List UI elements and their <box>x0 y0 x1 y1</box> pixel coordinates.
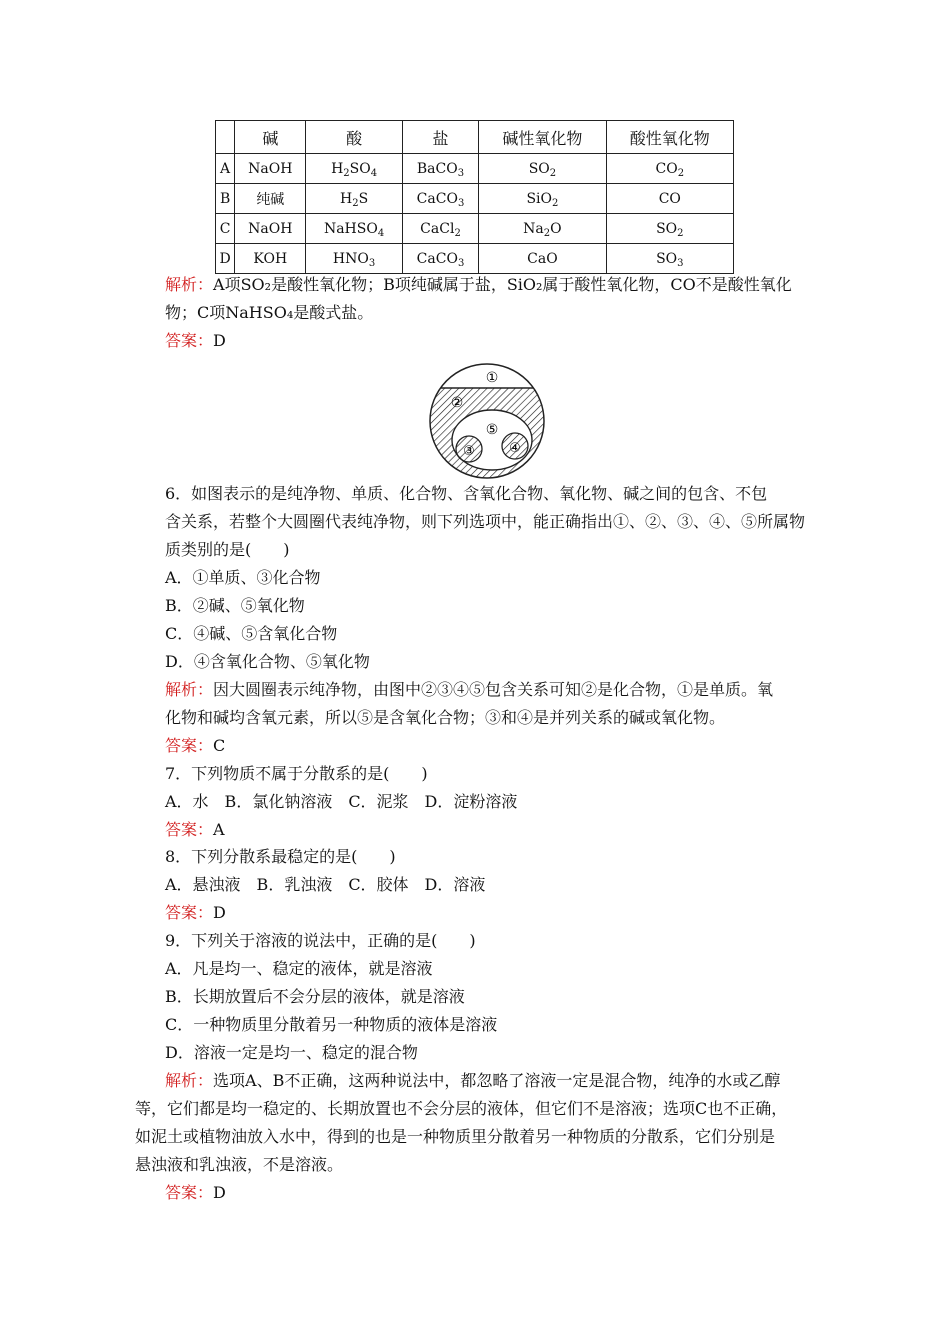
table-cell: $SO_2$ <box>606 214 733 244</box>
analysis-label: 解析： <box>165 680 214 699</box>
answer-value: A <box>213 820 225 839</box>
q9-option-a: A．凡是均一、稳定的液体，就是溶液 <box>165 959 433 978</box>
table-cell: 纯碱 <box>235 184 306 214</box>
table-cell: $H_2S$ <box>306 184 402 214</box>
table-cell: BaCO$_3$ <box>402 154 478 184</box>
table-cell: $Na_2O$ <box>479 214 606 244</box>
analysis-text: 因大圆圈表示纯净物，由图中②③④⑤包含关系可知②是化合物，①是单质。氧 <box>213 680 774 699</box>
table-cell: KOH <box>235 244 306 274</box>
answer-label: 答案： <box>165 903 214 922</box>
q9-answer <box>165 1179 815 1207</box>
table-cell: $HNO_3$ <box>306 244 402 274</box>
q6-analysis-line <box>165 704 815 732</box>
table-header: 碱性氧化物 <box>479 121 606 154</box>
q6-analysis-line <box>165 676 815 704</box>
table-header: 盐 <box>402 121 478 154</box>
analysis-text: 化物和碱均含氧元素，所以⑤是含氧化合物；③和④是并列关系的碱或氧化物。 <box>165 708 726 727</box>
answer-label: 答案： <box>165 736 214 755</box>
diagram-label-2: ② <box>450 395 464 411</box>
answer-label: 答案： <box>165 820 214 839</box>
table-cell: A <box>216 154 235 184</box>
answer-value: D <box>213 331 226 350</box>
q6-stem-line <box>165 536 815 564</box>
analysis-text: 悬浊液和乳浊液，不是溶液。 <box>135 1155 344 1174</box>
answer-value: D <box>213 1183 226 1202</box>
set-inclusion-diagram <box>428 362 546 480</box>
table-header <box>216 121 235 154</box>
table-cell: $SO_2$ <box>479 154 606 184</box>
answer-value: C <box>213 736 226 755</box>
q6-option-b: B．②碱、⑤氧化物 <box>165 596 305 615</box>
answer-label: 答案： <box>165 1183 214 1202</box>
q8-stem: 8．下列分散系最稳定的是( ) <box>165 847 396 866</box>
analysis-text: 选项A、B不正确，这两种说法中，都忽略了溶液一定是混合物，纯净的水或乙醇 <box>213 1071 781 1090</box>
table-row <box>216 244 734 274</box>
q9-option-b: B．长期放置后不会分层的液体，就是溶液 <box>165 987 465 1006</box>
q9-analysis-line <box>135 1123 785 1151</box>
q5-answer <box>165 327 815 355</box>
q8-answer <box>165 899 815 927</box>
table-cell: CaCO$_3$ <box>402 184 478 214</box>
table-cell: D <box>216 244 235 274</box>
q7-answer <box>165 816 815 844</box>
analysis-text: 等，它们都是均一稳定的、长期放置也不会分层的液体，但它们不是溶液；选项C也不正确， <box>135 1099 788 1118</box>
q7-stem: 7．下列物质不属于分散系的是( ) <box>165 764 428 783</box>
table-cell: CaCO$_3$ <box>402 244 478 274</box>
table-header: 碱 <box>235 121 306 154</box>
q9-analysis-line <box>135 1095 788 1123</box>
q6-option-c: C．④碱、⑤含氧化合物 <box>165 624 338 643</box>
table-cell: $CO_2$ <box>606 154 733 184</box>
table-cell: NaHSO$_4$ <box>306 214 402 244</box>
analysis-label: 解析： <box>165 275 214 294</box>
q5-analysis-line <box>165 271 815 299</box>
table-row <box>216 214 734 244</box>
stem-text: 6．如图表示的是纯净物、单质、化合物、含氧化合物、氧化物、碱之间的包含、不包 <box>165 484 768 503</box>
analysis-text: 物；C项NaHSO₄是酸式盐。 <box>165 303 374 322</box>
q6-stem-line <box>165 508 815 536</box>
classification-table <box>215 120 734 274</box>
q9-option-d: D．溶液一定是均一、稳定的混合物 <box>165 1043 418 1062</box>
table-row <box>216 154 734 184</box>
table-cell: $SO_3$ <box>606 244 733 274</box>
q6-answer <box>165 732 815 760</box>
q9-analysis-line <box>135 1151 785 1179</box>
diagram-label-5: ⑤ <box>485 422 499 438</box>
table-cell: SiO$_2$ <box>479 184 606 214</box>
stem-text: 含关系，若整个大圆圈代表纯净物，则下列选项中，能正确指出①、②、③、④、⑤所属物 <box>165 512 806 531</box>
q9-stem: 9．下列关于溶液的说法中，正确的是( ) <box>165 931 476 950</box>
table-cell: NaOH <box>235 214 306 244</box>
table-header: 酸性氧化物 <box>606 121 733 154</box>
table-row <box>216 184 734 214</box>
table-cell: B <box>216 184 235 214</box>
stem-text: 质类别的是( ) <box>165 540 290 559</box>
q7-options: A．水 B．氯化钠溶液 C．泥浆 D．淀粉溶液 <box>165 792 518 811</box>
table-cell: $H_2SO_4$ <box>306 154 402 184</box>
table-cell: CaCl$_2$ <box>402 214 478 244</box>
q9-analysis-line <box>165 1067 815 1095</box>
q6-stem-line <box>165 480 815 508</box>
answer-label: 答案： <box>165 331 214 350</box>
answer-value: D <box>213 903 226 922</box>
table-header-row <box>216 121 734 154</box>
table-cell: CaO <box>479 244 606 274</box>
table-cell: CO <box>606 184 733 214</box>
diagram-label-3: ③ <box>463 444 475 459</box>
table-cell: NaOH <box>235 154 306 184</box>
table-header: 酸 <box>306 121 402 154</box>
analysis-text: 如泥土或植物油放入水中，得到的也是一种物质里分散着另一种物质的分散系，它们分别是 <box>135 1127 776 1146</box>
q8-options: A．悬浊液 B．乳浊液 C．胶体 D．溶液 <box>165 875 486 894</box>
analysis-label: 解析： <box>165 1071 214 1090</box>
diagram-label-4: ④ <box>509 441 521 456</box>
table-cell: C <box>216 214 235 244</box>
analysis-text: A项SO₂是酸性氧化物；B项纯碱属于盐，SiO₂属于酸性氧化物，CO不是酸性氧化 <box>213 275 792 294</box>
q9-option-c: C．一种物质里分散着另一种物质的液体是溶液 <box>165 1015 498 1034</box>
q6-option-d: D．④含氧化合物、⑤氧化物 <box>165 652 370 671</box>
diagram-label-1: ① <box>485 370 499 386</box>
q5-analysis-line <box>165 299 815 327</box>
q6-option-a: A．①单质、③化合物 <box>165 568 321 587</box>
